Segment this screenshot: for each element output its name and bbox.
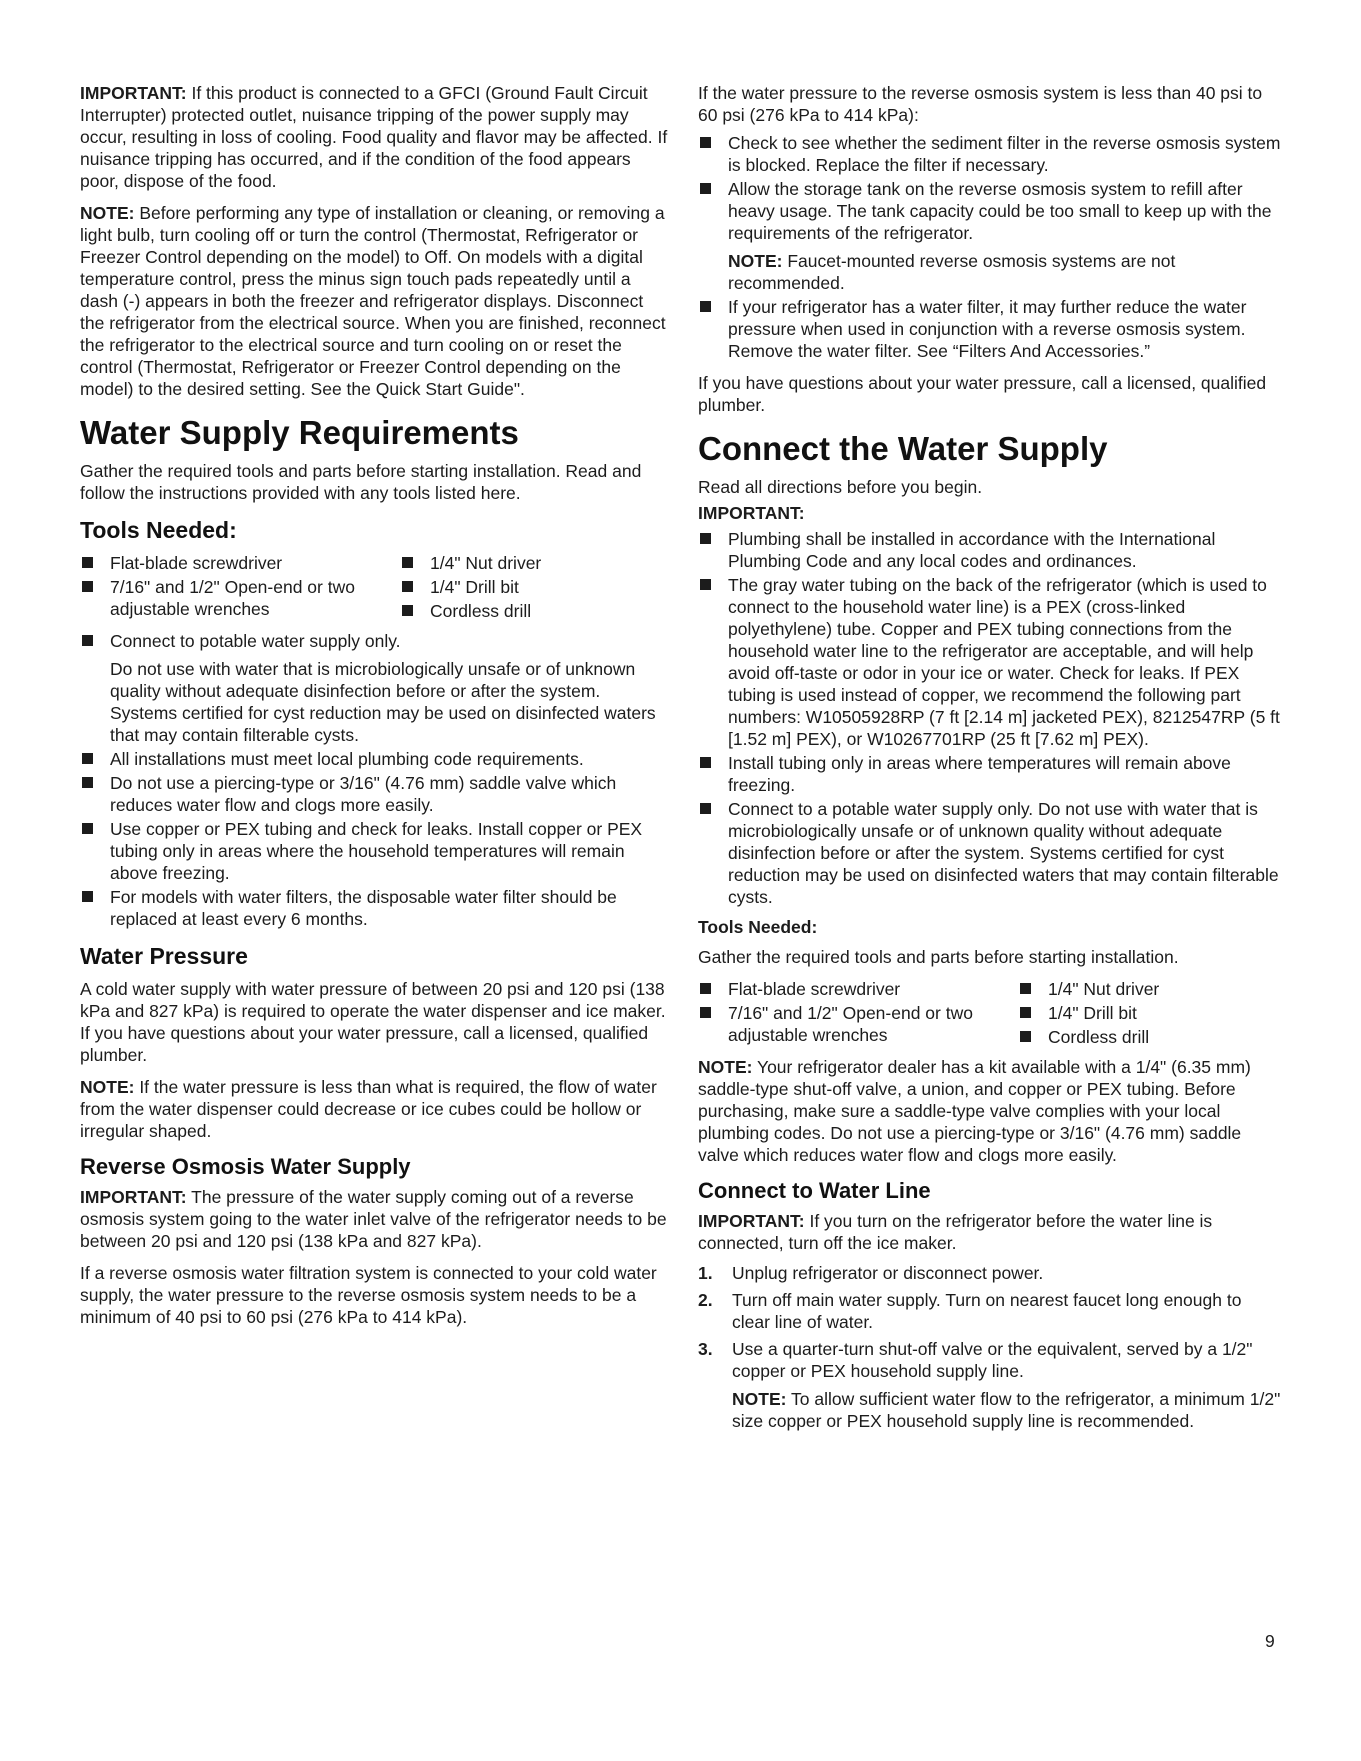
bullet-square-icon <box>82 635 93 646</box>
list-item: For models with water filters, the disposable water filter should be replaced at least every 6 months. <box>80 886 670 930</box>
water-pressure-text: A cold water supply with water pressure of between 20 psi and 120 psi (138 kPa and 827 kPa) is required to operate the water dispenser and ice maker. If you have questions about your water pressure, call a licensed, qualified plumber. <box>80 979 666 1065</box>
requirements-list <box>80 630 670 930</box>
list-item: 1/4" Drill bit <box>1018 1002 1283 1024</box>
bullet-square-icon <box>82 581 93 592</box>
connect-water-line-heading: Connect to Water Line <box>698 1178 931 1203</box>
list-item: 1/4" Nut driver <box>400 552 670 574</box>
list-item: Install tubing only in areas where temperatures will remain above freezing. <box>698 752 1283 796</box>
step-item: 1. Unplug refrigerator or disconnect power. <box>698 1263 1044 1283</box>
installation-note: NOTE: Before performing any type of installation or cleaning, or removing a light bulb, turn cooling off or turn the control (Thermostat, Refrigerator or Freezer Control depending on the model) to Off. On models with a digital temperature control, press the minus sign touch pads repeatedly until a dash (-) appears in both the freezer and refrigerator displays. Disconnect the refrigerator from the electrical source. When you are finished, reconnect the refrigerator to the electrical source and turn cooling on or reset the control (Thermostat, Refrigerator or Freezer Control depending on the model) to the desired setting. See the Quick Start Guide". <box>80 203 666 399</box>
tools-intro: Gather the required tools and parts before starting installation. <box>698 947 1179 967</box>
list-item: Do not use a piercing-type or 3/16" (4.76 mm) saddle valve which reduces water flow and clogs more easily. <box>80 772 670 816</box>
cws-important-label: IMPORTANT: <box>698 503 805 523</box>
bullet-square-icon <box>82 777 93 788</box>
step-item: 3. Use a quarter-turn shut-off valve or the equivalent, served by a 1/2" copper or PEX household supply line. NOTE: To allow sufficient water flow to the refrigerator, a minimum 1/2" size copper or PEX household supply line is recommended. <box>698 1339 1281 1431</box>
list-item: Flat-blade screwdriver <box>80 552 400 574</box>
tools-list <box>698 978 1283 1050</box>
list-item: 1/4" Nut driver <box>1018 978 1283 1000</box>
tools-list <box>80 552 670 624</box>
list-item: Use copper or PEX tubing and check for leaks. Install copper or PEX tubing only in areas where the household temperatures will remain above freezing. <box>80 818 670 884</box>
list-item: All installations must meet local plumbing code requirements. <box>80 748 670 770</box>
bullet-square-icon <box>1020 983 1031 994</box>
list-item: Plumbing shall be installed in accordance with the International Plumbing Code and any local codes and ordinances. <box>698 528 1283 572</box>
gfci-warning: IMPORTANT: If this product is connected to a GFCI (Ground Fault Circuit Interrupter) protected outlet, nuisance tripping of the power supply may occur, resulting in loss of cooling. Food quality and flavor may be affected. If nuisance tripping has occurred, and if the condition of the food appears poor, dispose of the food. <box>80 83 668 191</box>
list-item: 7/16" and 1/2" Open-end or two adjustable wrenches <box>698 1002 1018 1046</box>
list-item: If your refrigerator has a water filter, it may further reduce the water pressure when used in conjunction with a reverse osmosis system. Remove the water filter. See “Filters And Accessories.” <box>698 296 1283 362</box>
steps-list <box>698 1262 1283 1432</box>
bullet-square-icon <box>82 557 93 568</box>
list-item: Cordless drill <box>400 600 670 622</box>
bullet-square-icon <box>700 137 711 148</box>
dealer-kit-note: NOTE: Your refrigerator dealer has a kit available with a 1/4" (6.35 mm) saddle-type shut-off valve, a union, and copper or PEX tubing. Before purchasing, make sure a saddle-type valve complies with your local plumbing codes. Do not use a piercing-type or 3/16" (4.76 mm) saddle valve which reduces water flow and clogs more easily. <box>698 1057 1251 1165</box>
list-item: Check to see whether the sediment filter in the reverse osmosis system is blocked. Replace the filter if necessary. <box>698 132 1283 176</box>
bullet-square-icon <box>82 823 93 834</box>
list-item: 7/16" and 1/2" Open-end or two adjustable wrenches <box>80 576 400 620</box>
cws-intro: Read all directions before you begin. <box>698 477 983 497</box>
water-pressure-note: NOTE: If the water pressure is less than what is required, the flow of water from the water dispenser could decrease or ice cubes could be hollow or irregular shaped. <box>80 1077 657 1141</box>
list-item: Connect to a potable water supply only. Do not use with water that is microbiologically unsafe or of unknown quality without adequate disinfection before or after the system. Systems certified for cyst reduction may be used on disinfected waters that may contain filterable cysts. <box>698 798 1283 908</box>
cws-list <box>698 528 1283 908</box>
right-column <box>698 82 1283 1437</box>
bullet-square-icon <box>1020 1007 1031 1018</box>
bullet-square-icon <box>700 803 711 814</box>
cwl-important: IMPORTANT: If you turn on the refrigerator before the water line is connected, turn off the ice maker. <box>698 1211 1213 1253</box>
tools-needed-heading: Tools Needed: <box>80 517 237 543</box>
page-number: 9 <box>1265 1631 1275 1651</box>
bullet-square-icon <box>700 301 711 312</box>
ro-low-pressure-text: If the water pressure to the reverse osmosis system is less than 40 psi to 60 psi (276 kPa to 414 kPa): <box>698 83 1263 125</box>
list-item: Connect to potable water supply only. Do not use with water that is microbiologically unsafe or of unknown quality without adequate disinfection before or after the system. Systems certified for cyst reduction may be used on disinfected waters that may contain filterable cysts. <box>80 630 670 746</box>
list-item: Allow the storage tank on the reverse osmosis system to refill after heavy usage. The tank capacity could be too small to keep up with the requirements of the refrigerator. NOTE: Faucet-mounted reverse osmosis systems are not recommended. <box>698 178 1283 294</box>
reverse-osmosis-heading: Reverse Osmosis Water Supply <box>80 1154 411 1179</box>
bullet-square-icon <box>700 757 711 768</box>
reverse-osmosis-important: IMPORTANT: The pressure of the water supply coming out of a reverse osmosis system going to the water inlet valve of the refrigerator needs to be between 20 psi and 120 psi (138 kPa and 827 kPa). <box>80 1187 667 1251</box>
bullet-square-icon <box>402 581 413 592</box>
ro-checklist <box>698 132 1283 362</box>
left-column <box>80 82 670 1328</box>
bullet-square-icon <box>82 891 93 902</box>
list-item: Cordless drill <box>1018 1026 1283 1048</box>
water-supply-requirements-heading: Water Supply Requirements <box>80 414 519 451</box>
bullet-square-icon <box>700 1007 711 1018</box>
reverse-osmosis-text: If a reverse osmosis water filtration system is connected to your cold water supply, the water pressure to the reverse osmosis system needs to be a minimum of 40 psi to 60 psi (276 kPa to 414 kPa). <box>80 1263 657 1327</box>
bullet-square-icon <box>700 579 711 590</box>
bullet-square-icon <box>1020 1031 1031 1042</box>
ro-questions-text: If you have questions about your water pressure, call a licensed, qualified plumber. <box>698 373 1267 415</box>
bullet-square-icon <box>82 753 93 764</box>
connect-water-supply-heading: Connect the Water Supply <box>698 430 1108 467</box>
list-item: 1/4" Drill bit <box>400 576 670 598</box>
step-item: 2. Turn off main water supply. Turn on nearest faucet long enough to clear line of water. <box>698 1290 1242 1332</box>
tools-needed-subheading: Tools Needed: <box>698 917 818 937</box>
water-pressure-heading: Water Pressure <box>80 943 248 969</box>
bullet-square-icon <box>402 557 413 568</box>
bullet-square-icon <box>700 183 711 194</box>
bullet-square-icon <box>700 983 711 994</box>
wsr-intro: Gather the required tools and parts before starting installation. Read and follow the instructions provided with any tools listed here. <box>80 461 642 503</box>
list-item: Flat-blade screwdriver <box>698 978 1018 1000</box>
bullet-square-icon <box>700 533 711 544</box>
bullet-square-icon <box>402 605 413 616</box>
list-item: The gray water tubing on the back of the refrigerator (which is used to connect to the household water line) is a PEX (cross-linked polyethylene) tube. Copper and PEX tubing connections from the household water line to the refrigerator are acceptable, and will help avoid off-taste or odor in your ice or water. Check for leaks. If PEX tubing is used instead of copper, we recommend the following part numbers: W10505928RP (7 ft [2.14 m] jacketed PEX), 8212547RP (5 ft [1.52 m] PEX), or W10267701RP (25 ft [7.62 m] PEX). <box>698 574 1283 750</box>
